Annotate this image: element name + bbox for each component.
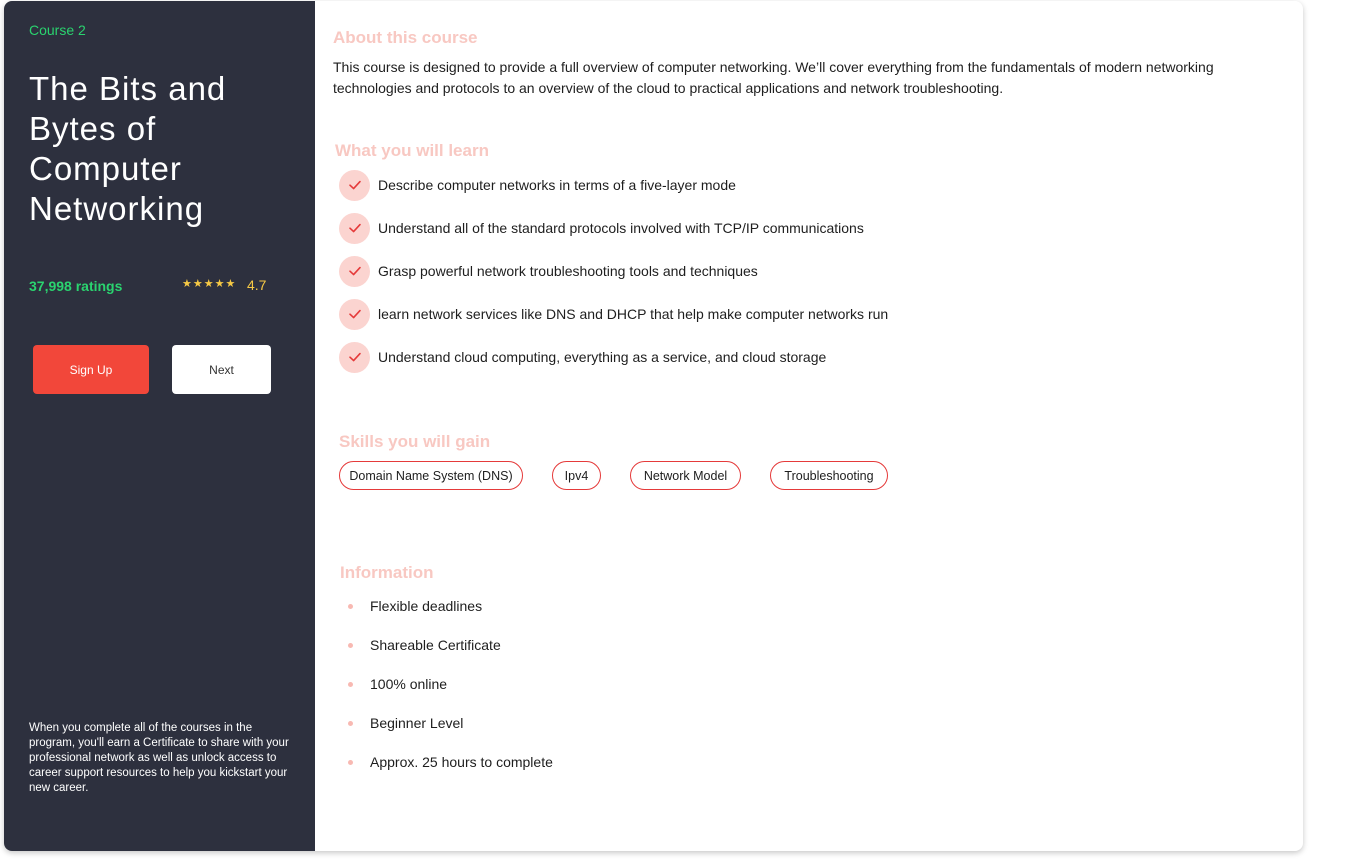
check-icon	[339, 213, 370, 244]
star-icon: ★★★★★	[182, 278, 237, 290]
info-item	[348, 715, 463, 731]
certificate-promo-text: When you complete all of the courses in the program, you'll earn a Certificate to share with your professional network as well as unlock access to career support resources to help you kickstart your new career.	[29, 722, 289, 794]
skill-tag-ipv4[interactable]: Ipv4	[552, 461, 601, 490]
ratings-count: 37,998 ratings	[29, 278, 123, 294]
learn-item-text: Describe computer networks in terms of a five-layer mode	[378, 177, 736, 193]
learn-item-text: Understand cloud computing, everything as a service, and cloud storage	[378, 349, 827, 365]
bullet-dot	[348, 604, 353, 609]
check-icon	[339, 256, 370, 287]
info-item	[348, 637, 501, 653]
next-button[interactable]: Next	[172, 345, 271, 394]
learn-item	[339, 255, 758, 287]
check-icon	[339, 170, 370, 201]
check-icon	[339, 342, 370, 373]
check-icon	[339, 299, 370, 330]
bullet-dot	[348, 760, 353, 765]
skill-tag-dns[interactable]: Domain Name System (DNS)	[339, 461, 523, 490]
skill-tag-network-model[interactable]: Network Model	[630, 461, 741, 490]
rating-score: 4.7	[247, 277, 267, 293]
information-heading: Information	[340, 563, 434, 582]
info-item-text: Beginner Level	[370, 715, 464, 731]
learn-item	[339, 169, 736, 201]
learn-item-text: Understand all of the standard protocols involved with TCP/IP communications	[378, 220, 864, 236]
info-item-text: 100% online	[370, 676, 448, 692]
info-item-text: Flexible deadlines	[370, 598, 483, 614]
course-title: The Bits and Bytes of Computer Networking	[29, 70, 227, 227]
sign-up-button[interactable]: Sign Up	[33, 345, 149, 394]
course-card	[4, 1, 1303, 851]
about-description: This course is designed to provide a full overview of computer networking. We’ll cover everything from the fundamentals of modern networking technologies and protocols to an overview of the cloud to practical applications and network troubleshooting.	[333, 59, 1214, 96]
learn-item	[339, 341, 826, 373]
skills-heading: Skills you will gain	[339, 432, 491, 451]
learn-item-text: learn network services like DNS and DHCP that help make computer networks run	[378, 306, 889, 322]
info-item	[348, 598, 482, 614]
bullet-dot	[348, 721, 353, 726]
bullet-dot	[348, 682, 353, 687]
course-sidebar	[4, 1, 315, 851]
info-item-text: Shareable Certificate	[370, 637, 501, 653]
learn-heading: What you will learn	[335, 141, 489, 160]
info-item	[348, 754, 553, 770]
skill-tag-troubleshooting[interactable]: Troubleshooting	[770, 461, 888, 490]
bullet-dot	[348, 643, 353, 648]
info-item	[348, 676, 447, 692]
info-item-text: Approx. 25 hours to complete	[370, 754, 553, 770]
course-number-label: Course 2	[29, 22, 86, 38]
learn-item	[339, 212, 864, 244]
learn-item-text: Grasp powerful network troubleshooting tools and techniques	[378, 263, 758, 279]
about-heading: About this course	[333, 28, 478, 47]
learn-item	[339, 298, 888, 330]
